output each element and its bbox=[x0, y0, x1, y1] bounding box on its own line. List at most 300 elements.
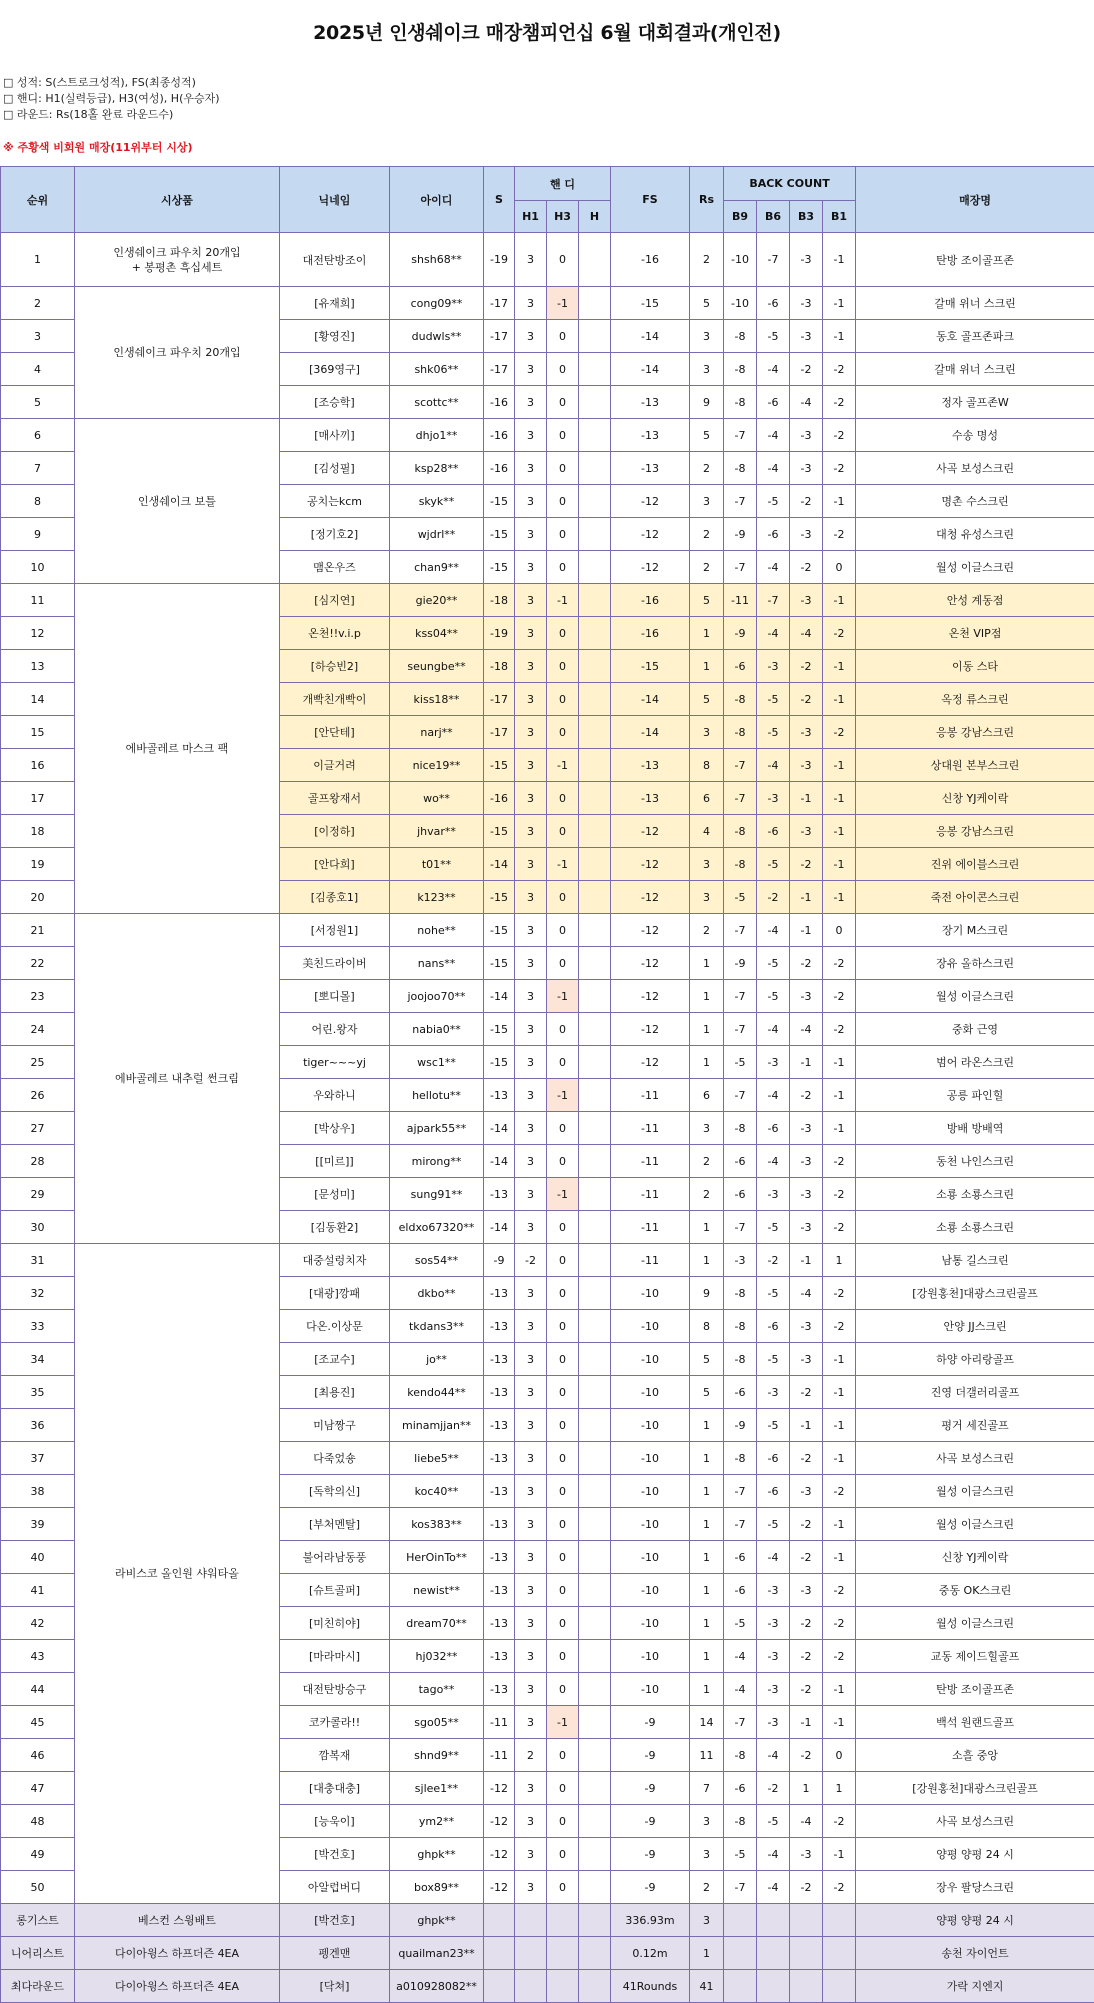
header-b6: B6 bbox=[757, 201, 790, 233]
h3-cell: 0 bbox=[547, 914, 579, 947]
h-cell bbox=[579, 1508, 611, 1541]
stroke-cell: -15 bbox=[484, 551, 515, 584]
b3-cell: -3 bbox=[790, 287, 823, 320]
nickname-cell: [김동환2] bbox=[280, 1211, 390, 1244]
stroke-cell: -18 bbox=[484, 584, 515, 617]
special-award-row bbox=[1, 1904, 1094, 1937]
h3-cell: 0 bbox=[547, 233, 579, 287]
store-cell: 옥정 류스크린 bbox=[856, 683, 1094, 716]
id-cell: shnd9** bbox=[390, 1739, 484, 1772]
header-b9: B9 bbox=[724, 201, 757, 233]
nickname-cell: [[미르]] bbox=[280, 1145, 390, 1178]
b3-cell: -3 bbox=[790, 419, 823, 452]
stroke-cell: -14 bbox=[484, 848, 515, 881]
fs-cell: -15 bbox=[611, 650, 690, 683]
rank-cell: 9 bbox=[1, 518, 75, 551]
stroke-cell: -11 bbox=[484, 1739, 515, 1772]
header-nickname: 닉네임 bbox=[280, 167, 390, 233]
fs-cell: -10 bbox=[611, 1343, 690, 1376]
rs-cell: 2 bbox=[690, 518, 724, 551]
empty-cell bbox=[823, 1970, 856, 2003]
h1-cell: 3 bbox=[515, 650, 547, 683]
h-cell bbox=[579, 782, 611, 815]
b1-cell: -1 bbox=[823, 782, 856, 815]
rs-cell: 1 bbox=[690, 1508, 724, 1541]
empty-cell bbox=[547, 1937, 579, 1970]
h1-cell: 3 bbox=[515, 1838, 547, 1871]
nickname-cell: [안다희] bbox=[280, 848, 390, 881]
h-cell bbox=[579, 1310, 611, 1343]
b9-cell: -7 bbox=[724, 419, 757, 452]
empty-cell bbox=[515, 1904, 547, 1937]
b9-cell: -7 bbox=[724, 1013, 757, 1046]
rs-cell: 1 bbox=[690, 1409, 724, 1442]
nickname-cell: [미친히야] bbox=[280, 1607, 390, 1640]
h1-cell: 3 bbox=[515, 1706, 547, 1739]
b6-cell: -5 bbox=[757, 848, 790, 881]
h-cell bbox=[579, 485, 611, 518]
id-cell: ym2** bbox=[390, 1805, 484, 1838]
id-cell: jhvar** bbox=[390, 815, 484, 848]
rs-cell: 2 bbox=[690, 1145, 724, 1178]
rank-cell: 45 bbox=[1, 1706, 75, 1739]
rank-cell: 46 bbox=[1, 1739, 75, 1772]
rank-cell: 22 bbox=[1, 947, 75, 980]
nickname-cell: 골프왕재서 bbox=[280, 782, 390, 815]
empty-cell bbox=[515, 1970, 547, 2003]
b1-cell: -2 bbox=[823, 716, 856, 749]
b1-cell: -1 bbox=[823, 584, 856, 617]
fs-cell: -12 bbox=[611, 881, 690, 914]
b6-cell: -5 bbox=[757, 1805, 790, 1838]
h3-cell: -1 bbox=[547, 749, 579, 782]
nickname-cell: 대중설렁치자 bbox=[280, 1244, 390, 1277]
b9-cell: -4 bbox=[724, 1673, 757, 1706]
h-cell bbox=[579, 1805, 611, 1838]
header-backcount: BACK COUNT bbox=[724, 167, 856, 201]
nickname-cell: 맴온우즈 bbox=[280, 551, 390, 584]
b3-cell: -3 bbox=[790, 518, 823, 551]
nickname-cell: [황영진] bbox=[280, 320, 390, 353]
rs-cell: 1 bbox=[690, 1640, 724, 1673]
note-score: □ 성적: S(스트로크성적), FS(최종성적) bbox=[3, 76, 196, 89]
b6-cell: -5 bbox=[757, 1277, 790, 1310]
nickname-cell: 美친드라이버 bbox=[280, 947, 390, 980]
empty-cell bbox=[757, 1970, 790, 2003]
h3-cell: 0 bbox=[547, 1739, 579, 1772]
legend-notes bbox=[3, 75, 220, 123]
rank-cell: 27 bbox=[1, 1112, 75, 1145]
h3-cell: 0 bbox=[547, 1871, 579, 1904]
nickname-cell: [최용진] bbox=[280, 1376, 390, 1409]
h-cell bbox=[579, 848, 611, 881]
h-cell bbox=[579, 947, 611, 980]
b3-cell: -3 bbox=[790, 1211, 823, 1244]
stroke-cell: -13 bbox=[484, 1079, 515, 1112]
b1-cell: -2 bbox=[823, 1277, 856, 1310]
b9-cell: -9 bbox=[724, 947, 757, 980]
rs-cell: 2 bbox=[690, 1178, 724, 1211]
nickname-cell: [박건호] bbox=[280, 1838, 390, 1871]
store-cell: 방배 방배역 bbox=[856, 1112, 1094, 1145]
h-cell bbox=[579, 1046, 611, 1079]
id-cell: HerOinTo** bbox=[390, 1541, 484, 1574]
b9-cell: -7 bbox=[724, 914, 757, 947]
prize-cell: 에바골레르 마스크 팩 bbox=[75, 584, 280, 914]
h-cell bbox=[579, 650, 611, 683]
store-cell: 장우 팔당스크린 bbox=[856, 1871, 1094, 1904]
header-h3: H3 bbox=[547, 201, 579, 233]
nickname-cell: 대전탄방승구 bbox=[280, 1673, 390, 1706]
store-cell: 정자 골프존W bbox=[856, 386, 1094, 419]
b3-cell: -1 bbox=[790, 782, 823, 815]
h3-cell: -1 bbox=[547, 980, 579, 1013]
b6-cell: -5 bbox=[757, 683, 790, 716]
store-cell: 월성 이글스크린 bbox=[856, 1508, 1094, 1541]
prize-cell: 라비스코 올인원 샤워타올 bbox=[75, 1244, 280, 1904]
header-fs: FS bbox=[611, 167, 690, 233]
b9-cell: -3 bbox=[724, 1244, 757, 1277]
h-cell bbox=[579, 716, 611, 749]
h-cell bbox=[579, 353, 611, 386]
rank-cell: 2 bbox=[1, 287, 75, 320]
b9-cell: -9 bbox=[724, 1409, 757, 1442]
b3-cell: -4 bbox=[790, 1013, 823, 1046]
h-cell bbox=[579, 1277, 611, 1310]
empty-cell bbox=[790, 1904, 823, 1937]
h1-cell: 3 bbox=[515, 1640, 547, 1673]
stroke-cell: -16 bbox=[484, 419, 515, 452]
nickname-cell: tiger~~~yj bbox=[280, 1046, 390, 1079]
h3-cell: 0 bbox=[547, 1607, 579, 1640]
rs-cell: 3 bbox=[690, 1112, 724, 1145]
store-cell: 진위 에이블스크린 bbox=[856, 848, 1094, 881]
b9-cell: -8 bbox=[724, 1442, 757, 1475]
special-rank-cell: 최다라운드 bbox=[1, 1970, 75, 2003]
fs-cell: -10 bbox=[611, 1376, 690, 1409]
b6-cell: -7 bbox=[757, 233, 790, 287]
nickname-cell: [슈트골퍼] bbox=[280, 1574, 390, 1607]
h-cell bbox=[579, 683, 611, 716]
fs-cell: -13 bbox=[611, 782, 690, 815]
h1-cell: 3 bbox=[515, 551, 547, 584]
h1-cell: 3 bbox=[515, 419, 547, 452]
b1-cell: 1 bbox=[823, 1772, 856, 1805]
stroke-cell: -17 bbox=[484, 353, 515, 386]
b9-cell: -7 bbox=[724, 980, 757, 1013]
rank-cell: 39 bbox=[1, 1508, 75, 1541]
id-cell: ghpk** bbox=[390, 1838, 484, 1871]
fs-cell: -12 bbox=[611, 848, 690, 881]
h3-cell: 0 bbox=[547, 419, 579, 452]
b3-cell: -4 bbox=[790, 617, 823, 650]
fs-cell: -13 bbox=[611, 386, 690, 419]
b6-cell: -4 bbox=[757, 617, 790, 650]
id-cell: sgo05** bbox=[390, 1706, 484, 1739]
b9-cell: -7 bbox=[724, 1475, 757, 1508]
b3-cell: -2 bbox=[790, 353, 823, 386]
h1-cell: 3 bbox=[515, 1343, 547, 1376]
h3-cell: 0 bbox=[547, 683, 579, 716]
fs-cell: -13 bbox=[611, 749, 690, 782]
store-cell: 소흘 중앙 bbox=[856, 1739, 1094, 1772]
rank-cell: 6 bbox=[1, 419, 75, 452]
b9-cell: -8 bbox=[724, 848, 757, 881]
b9-cell: -6 bbox=[724, 1376, 757, 1409]
b3-cell: -1 bbox=[790, 1409, 823, 1442]
nickname-cell: 대전탄방조이 bbox=[280, 233, 390, 287]
h1-cell: 3 bbox=[515, 716, 547, 749]
empty-cell bbox=[484, 1970, 515, 2003]
stroke-cell: -13 bbox=[484, 1277, 515, 1310]
b3-cell: -2 bbox=[790, 650, 823, 683]
b6-cell: -5 bbox=[757, 1508, 790, 1541]
rank-cell: 30 bbox=[1, 1211, 75, 1244]
fs-cell: -10 bbox=[611, 1574, 690, 1607]
store-cell: 월성 이글스크린 bbox=[856, 1607, 1094, 1640]
special-id-cell: ghpk** bbox=[390, 1904, 484, 1937]
store-cell: 명촌 수스크린 bbox=[856, 485, 1094, 518]
h1-cell: 3 bbox=[515, 1145, 547, 1178]
id-cell: sung91** bbox=[390, 1178, 484, 1211]
special-store-cell: 양평 양평 24 시 bbox=[856, 1904, 1094, 1937]
b6-cell: -3 bbox=[757, 1640, 790, 1673]
rs-cell: 1 bbox=[690, 980, 724, 1013]
h3-cell: -1 bbox=[547, 1706, 579, 1739]
nickname-cell: 우와하니 bbox=[280, 1079, 390, 1112]
empty-cell bbox=[724, 1970, 757, 2003]
fs-cell: -11 bbox=[611, 1244, 690, 1277]
b6-cell: -6 bbox=[757, 1475, 790, 1508]
rs-cell: 5 bbox=[690, 419, 724, 452]
header-s: S bbox=[484, 167, 515, 233]
b9-cell: -10 bbox=[724, 287, 757, 320]
stroke-cell: -16 bbox=[484, 452, 515, 485]
rs-cell: 8 bbox=[690, 749, 724, 782]
rs-cell: 14 bbox=[690, 1706, 724, 1739]
header-b3: B3 bbox=[790, 201, 823, 233]
rank-cell: 4 bbox=[1, 353, 75, 386]
id-cell: hj032** bbox=[390, 1640, 484, 1673]
h-cell bbox=[579, 287, 611, 320]
store-cell: 진영 더갤러리골프 bbox=[856, 1376, 1094, 1409]
results-body bbox=[1, 233, 1094, 2003]
nickname-cell: [문성미] bbox=[280, 1178, 390, 1211]
stroke-cell: -14 bbox=[484, 980, 515, 1013]
store-cell: 응봉 강남스크린 bbox=[856, 716, 1094, 749]
h3-cell: -1 bbox=[547, 584, 579, 617]
rank-cell: 38 bbox=[1, 1475, 75, 1508]
rank-cell: 44 bbox=[1, 1673, 75, 1706]
store-cell: 중동 OK스크린 bbox=[856, 1574, 1094, 1607]
store-cell: 사곡 보성스크린 bbox=[856, 1805, 1094, 1838]
id-cell: tago** bbox=[390, 1673, 484, 1706]
b3-cell: -2 bbox=[790, 1640, 823, 1673]
rank-cell: 17 bbox=[1, 782, 75, 815]
b1-cell: -2 bbox=[823, 1607, 856, 1640]
special-award-row bbox=[1, 1937, 1094, 1970]
header-handi: 핸 디 bbox=[515, 167, 611, 201]
h-cell bbox=[579, 452, 611, 485]
store-cell: 장유 올하스크린 bbox=[856, 947, 1094, 980]
b3-cell: -1 bbox=[790, 1046, 823, 1079]
nickname-cell: [심지연] bbox=[280, 584, 390, 617]
fs-cell: -13 bbox=[611, 419, 690, 452]
b9-cell: -7 bbox=[724, 551, 757, 584]
fs-cell: -12 bbox=[611, 1046, 690, 1079]
h1-cell: 3 bbox=[515, 1079, 547, 1112]
table-row bbox=[1, 419, 1094, 452]
b1-cell: -1 bbox=[823, 650, 856, 683]
header-rank: 순위 bbox=[1, 167, 75, 233]
h1-cell: 3 bbox=[515, 1409, 547, 1442]
h-cell bbox=[579, 1013, 611, 1046]
b1-cell: -2 bbox=[823, 419, 856, 452]
b3-cell: -3 bbox=[790, 749, 823, 782]
fs-cell: -16 bbox=[611, 617, 690, 650]
b6-cell: -4 bbox=[757, 1541, 790, 1574]
b9-cell: -8 bbox=[724, 1310, 757, 1343]
h1-cell: 3 bbox=[515, 1508, 547, 1541]
b6-cell: -3 bbox=[757, 1376, 790, 1409]
b6-cell: -4 bbox=[757, 1013, 790, 1046]
h1-cell: 3 bbox=[515, 1277, 547, 1310]
id-cell: dudwls** bbox=[390, 320, 484, 353]
b3-cell: -2 bbox=[790, 1871, 823, 1904]
b6-cell: -5 bbox=[757, 1409, 790, 1442]
h-cell bbox=[579, 1871, 611, 1904]
store-cell: 백석 원랜드골프 bbox=[856, 1706, 1094, 1739]
stroke-cell: -13 bbox=[484, 1607, 515, 1640]
stroke-cell: -17 bbox=[484, 320, 515, 353]
h-cell bbox=[579, 1211, 611, 1244]
stroke-cell: -16 bbox=[484, 386, 515, 419]
empty-cell bbox=[724, 1904, 757, 1937]
h-cell bbox=[579, 1409, 611, 1442]
empty-cell bbox=[579, 1970, 611, 2003]
b9-cell: -7 bbox=[724, 1079, 757, 1112]
h3-cell: 0 bbox=[547, 1475, 579, 1508]
rs-cell: 1 bbox=[690, 1046, 724, 1079]
h3-cell: 0 bbox=[547, 1046, 579, 1079]
h3-cell: -1 bbox=[547, 1079, 579, 1112]
id-cell: wjdrl** bbox=[390, 518, 484, 551]
b9-cell: -10 bbox=[724, 233, 757, 287]
h-cell bbox=[579, 617, 611, 650]
stroke-cell: -15 bbox=[484, 914, 515, 947]
nickname-cell: [조교수] bbox=[280, 1343, 390, 1376]
prize-cell: 인생쉐이크 파우치 20개입 + 봉평촌 흑십세트 bbox=[75, 233, 280, 287]
rank-cell: 20 bbox=[1, 881, 75, 914]
b3-cell: -4 bbox=[790, 1805, 823, 1838]
rs-cell: 9 bbox=[690, 386, 724, 419]
rank-cell: 29 bbox=[1, 1178, 75, 1211]
store-cell: 탄방 조이골프존 bbox=[856, 233, 1094, 287]
fs-cell: -14 bbox=[611, 353, 690, 386]
b9-cell: -8 bbox=[724, 1805, 757, 1838]
fs-cell: -10 bbox=[611, 1409, 690, 1442]
h1-cell: 3 bbox=[515, 1211, 547, 1244]
b9-cell: -8 bbox=[724, 716, 757, 749]
b1-cell: -2 bbox=[823, 1145, 856, 1178]
h1-cell: 2 bbox=[515, 1739, 547, 1772]
h3-cell: 0 bbox=[547, 782, 579, 815]
stroke-cell: -19 bbox=[484, 233, 515, 287]
stroke-cell: -14 bbox=[484, 1112, 515, 1145]
b1-cell: -1 bbox=[823, 881, 856, 914]
b6-cell: -4 bbox=[757, 353, 790, 386]
stroke-cell: -18 bbox=[484, 650, 515, 683]
h3-cell: 0 bbox=[547, 485, 579, 518]
b3-cell: -3 bbox=[790, 1574, 823, 1607]
nickname-cell: [능욱이] bbox=[280, 1805, 390, 1838]
b3-cell: -2 bbox=[790, 1607, 823, 1640]
header-b1: B1 bbox=[823, 201, 856, 233]
nickname-cell: [김종호1] bbox=[280, 881, 390, 914]
b1-cell: -2 bbox=[823, 1475, 856, 1508]
special-prize-cell: 다이아윙스 하프더즌 4EA bbox=[75, 1937, 280, 1970]
b1-cell: -1 bbox=[823, 233, 856, 287]
fs-cell: -10 bbox=[611, 1508, 690, 1541]
nickname-cell: 다죽었숑 bbox=[280, 1442, 390, 1475]
b1-cell: -1 bbox=[823, 815, 856, 848]
b3-cell: -3 bbox=[790, 584, 823, 617]
store-cell: 사곡 보성스크린 bbox=[856, 1442, 1094, 1475]
b6-cell: -4 bbox=[757, 1871, 790, 1904]
fs-cell: -11 bbox=[611, 1112, 690, 1145]
h-cell bbox=[579, 1838, 611, 1871]
b3-cell: -2 bbox=[790, 1079, 823, 1112]
stroke-cell: -12 bbox=[484, 1805, 515, 1838]
fs-cell: -11 bbox=[611, 1178, 690, 1211]
rs-cell: 1 bbox=[690, 1475, 724, 1508]
rs-cell: 5 bbox=[690, 1343, 724, 1376]
rank-cell: 42 bbox=[1, 1607, 75, 1640]
empty-cell bbox=[790, 1937, 823, 1970]
h1-cell: 3 bbox=[515, 881, 547, 914]
b6-cell: -2 bbox=[757, 1772, 790, 1805]
h-cell bbox=[579, 1178, 611, 1211]
fs-cell: -10 bbox=[611, 1310, 690, 1343]
h-cell bbox=[579, 1244, 611, 1277]
stroke-cell: -13 bbox=[484, 1178, 515, 1211]
stroke-cell: -13 bbox=[484, 1442, 515, 1475]
store-cell: 갈매 위너 스크린 bbox=[856, 287, 1094, 320]
nickname-cell: 다온.이상문 bbox=[280, 1310, 390, 1343]
rank-cell: 8 bbox=[1, 485, 75, 518]
nickname-cell: 온천!!v.i.p bbox=[280, 617, 390, 650]
id-cell: dream70** bbox=[390, 1607, 484, 1640]
b6-cell: -6 bbox=[757, 386, 790, 419]
b6-cell: -3 bbox=[757, 1607, 790, 1640]
stroke-cell: -14 bbox=[484, 1211, 515, 1244]
rs-cell: 1 bbox=[690, 650, 724, 683]
b9-cell: -8 bbox=[724, 1277, 757, 1310]
stroke-cell: -12 bbox=[484, 1838, 515, 1871]
store-cell: 소룡 소룡스크린 bbox=[856, 1178, 1094, 1211]
nickname-cell: [조승학] bbox=[280, 386, 390, 419]
rs-cell: 11 bbox=[690, 1739, 724, 1772]
b9-cell: -7 bbox=[724, 782, 757, 815]
h-cell bbox=[579, 980, 611, 1013]
h1-cell: 3 bbox=[515, 1772, 547, 1805]
stroke-cell: -15 bbox=[484, 947, 515, 980]
fs-cell: -12 bbox=[611, 485, 690, 518]
b3-cell: 1 bbox=[790, 1772, 823, 1805]
b6-cell: -4 bbox=[757, 452, 790, 485]
rank-cell: 10 bbox=[1, 551, 75, 584]
store-cell: 남통 길스크린 bbox=[856, 1244, 1094, 1277]
